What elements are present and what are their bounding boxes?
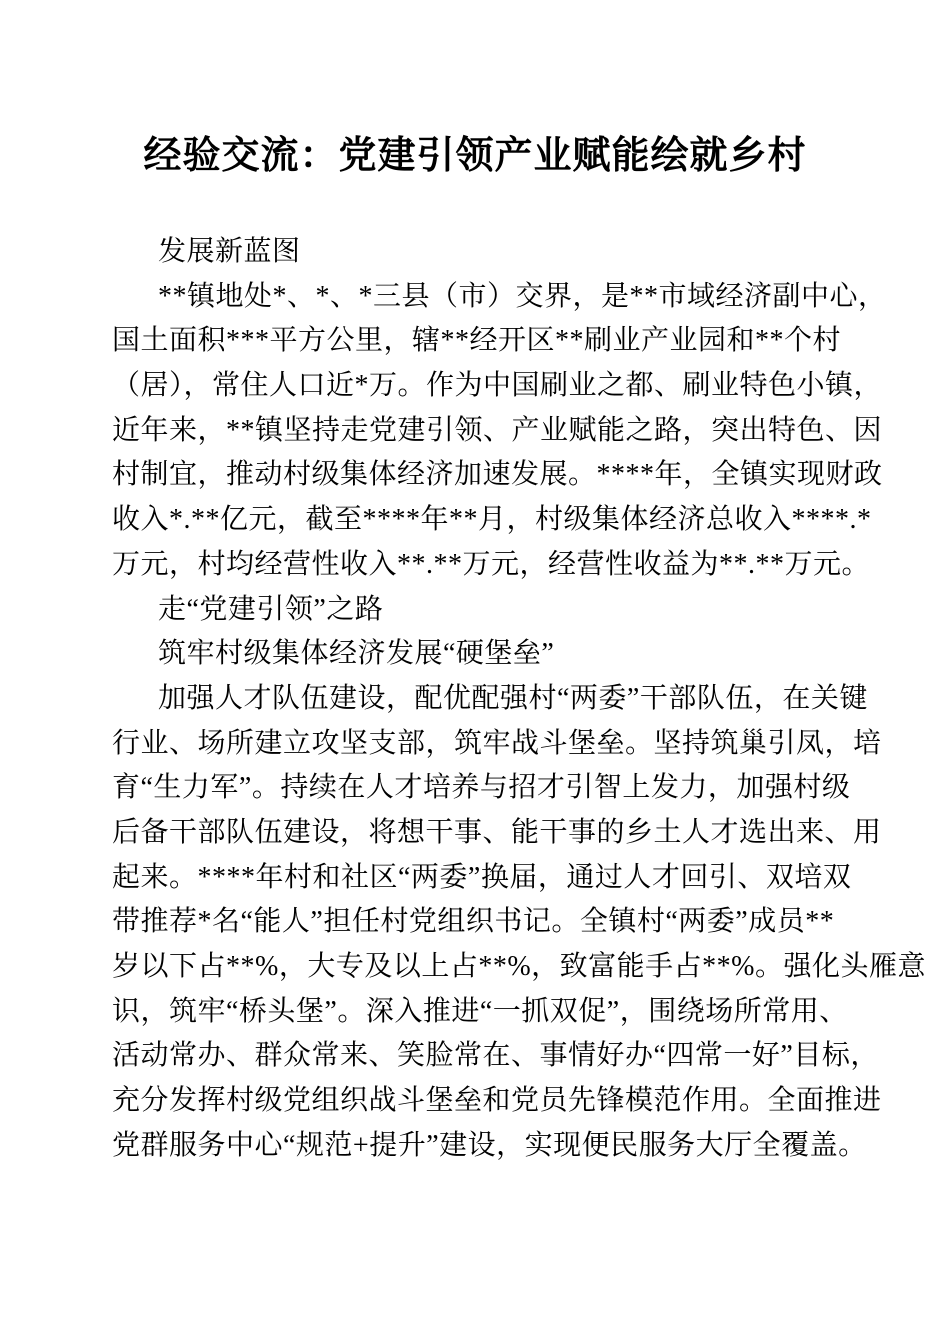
text-line: 充分发挥村级党组织战斗堡垒和党员先锋模范作用。全面推进 <box>112 1085 882 1117</box>
text-line: 走“党建引领”之路 <box>158 593 384 625</box>
text-line: 发展新蓝图 <box>158 236 301 267</box>
text-line: 后备干部队伍建设，将想干事、能干事的乡土人才选出来、用 <box>112 816 882 848</box>
text-line: 起来。****年村和社区“两委”换届，通过人才回引、双培双 <box>112 861 852 893</box>
text-line: 行业、场所建立攻坚支部，筑牢战斗堡垒。坚持筑巢引凤，培 <box>112 727 882 759</box>
document-title: 经验交流：党建引领产业赋能绘就乡村 <box>143 135 807 177</box>
text-line: 收入*.**亿元，截至****年**月，村级集体经济总收入****.* <box>112 504 872 536</box>
text-line: 育“生力军”。持续在人才培养与招才引智上发力，加强村级 <box>112 772 851 804</box>
text-line: **镇地处*、*、*三县（市）交界，是**市域经济副中心， <box>158 280 887 312</box>
text-line: 万元，村均经营性收入**.**万元，经营性收益为**.**万元。 <box>112 548 871 580</box>
text-line: 党群服务中心“规范+提升”建设，实现便民服务大厅全覆盖。 <box>112 1129 867 1161</box>
text-line: 带推荐*名“能人”担任村党组织书记。全镇村“两委”成员** <box>112 906 835 938</box>
text-line: 识，筑牢“桥头堡”。深入推进“一抓双促”，围绕场所常用、 <box>112 995 848 1027</box>
document-body <box>112 230 926 1168</box>
text-line: 近年来，**镇坚持走党建引领、产业赋能之路，突出特色、因 <box>112 414 883 446</box>
text-line: 国土面积***平方公里，辖**经开区**刷业产业园和**个村 <box>112 325 842 357</box>
text-line: 加强人才队伍建设，配优配强村“两委”干部队伍，在关键 <box>158 682 868 714</box>
text-line: （居），常住人口近*万。作为中国刷业之都、刷业特色小镇， <box>112 370 883 402</box>
text-line: 岁以下占**%，大专及以上占**%，致富能手占**%。强化头雁意 <box>112 951 926 982</box>
text-line: 村制宜，推动村级集体经济加速发展。****年，全镇实现财政 <box>112 459 883 491</box>
text-line: 筑牢村级集体经济发展“硬堡垒” <box>158 638 555 670</box>
text-line: 活动常办、群众常来、笑脸常在、事情好办“四常一好”目标， <box>112 1040 879 1072</box>
